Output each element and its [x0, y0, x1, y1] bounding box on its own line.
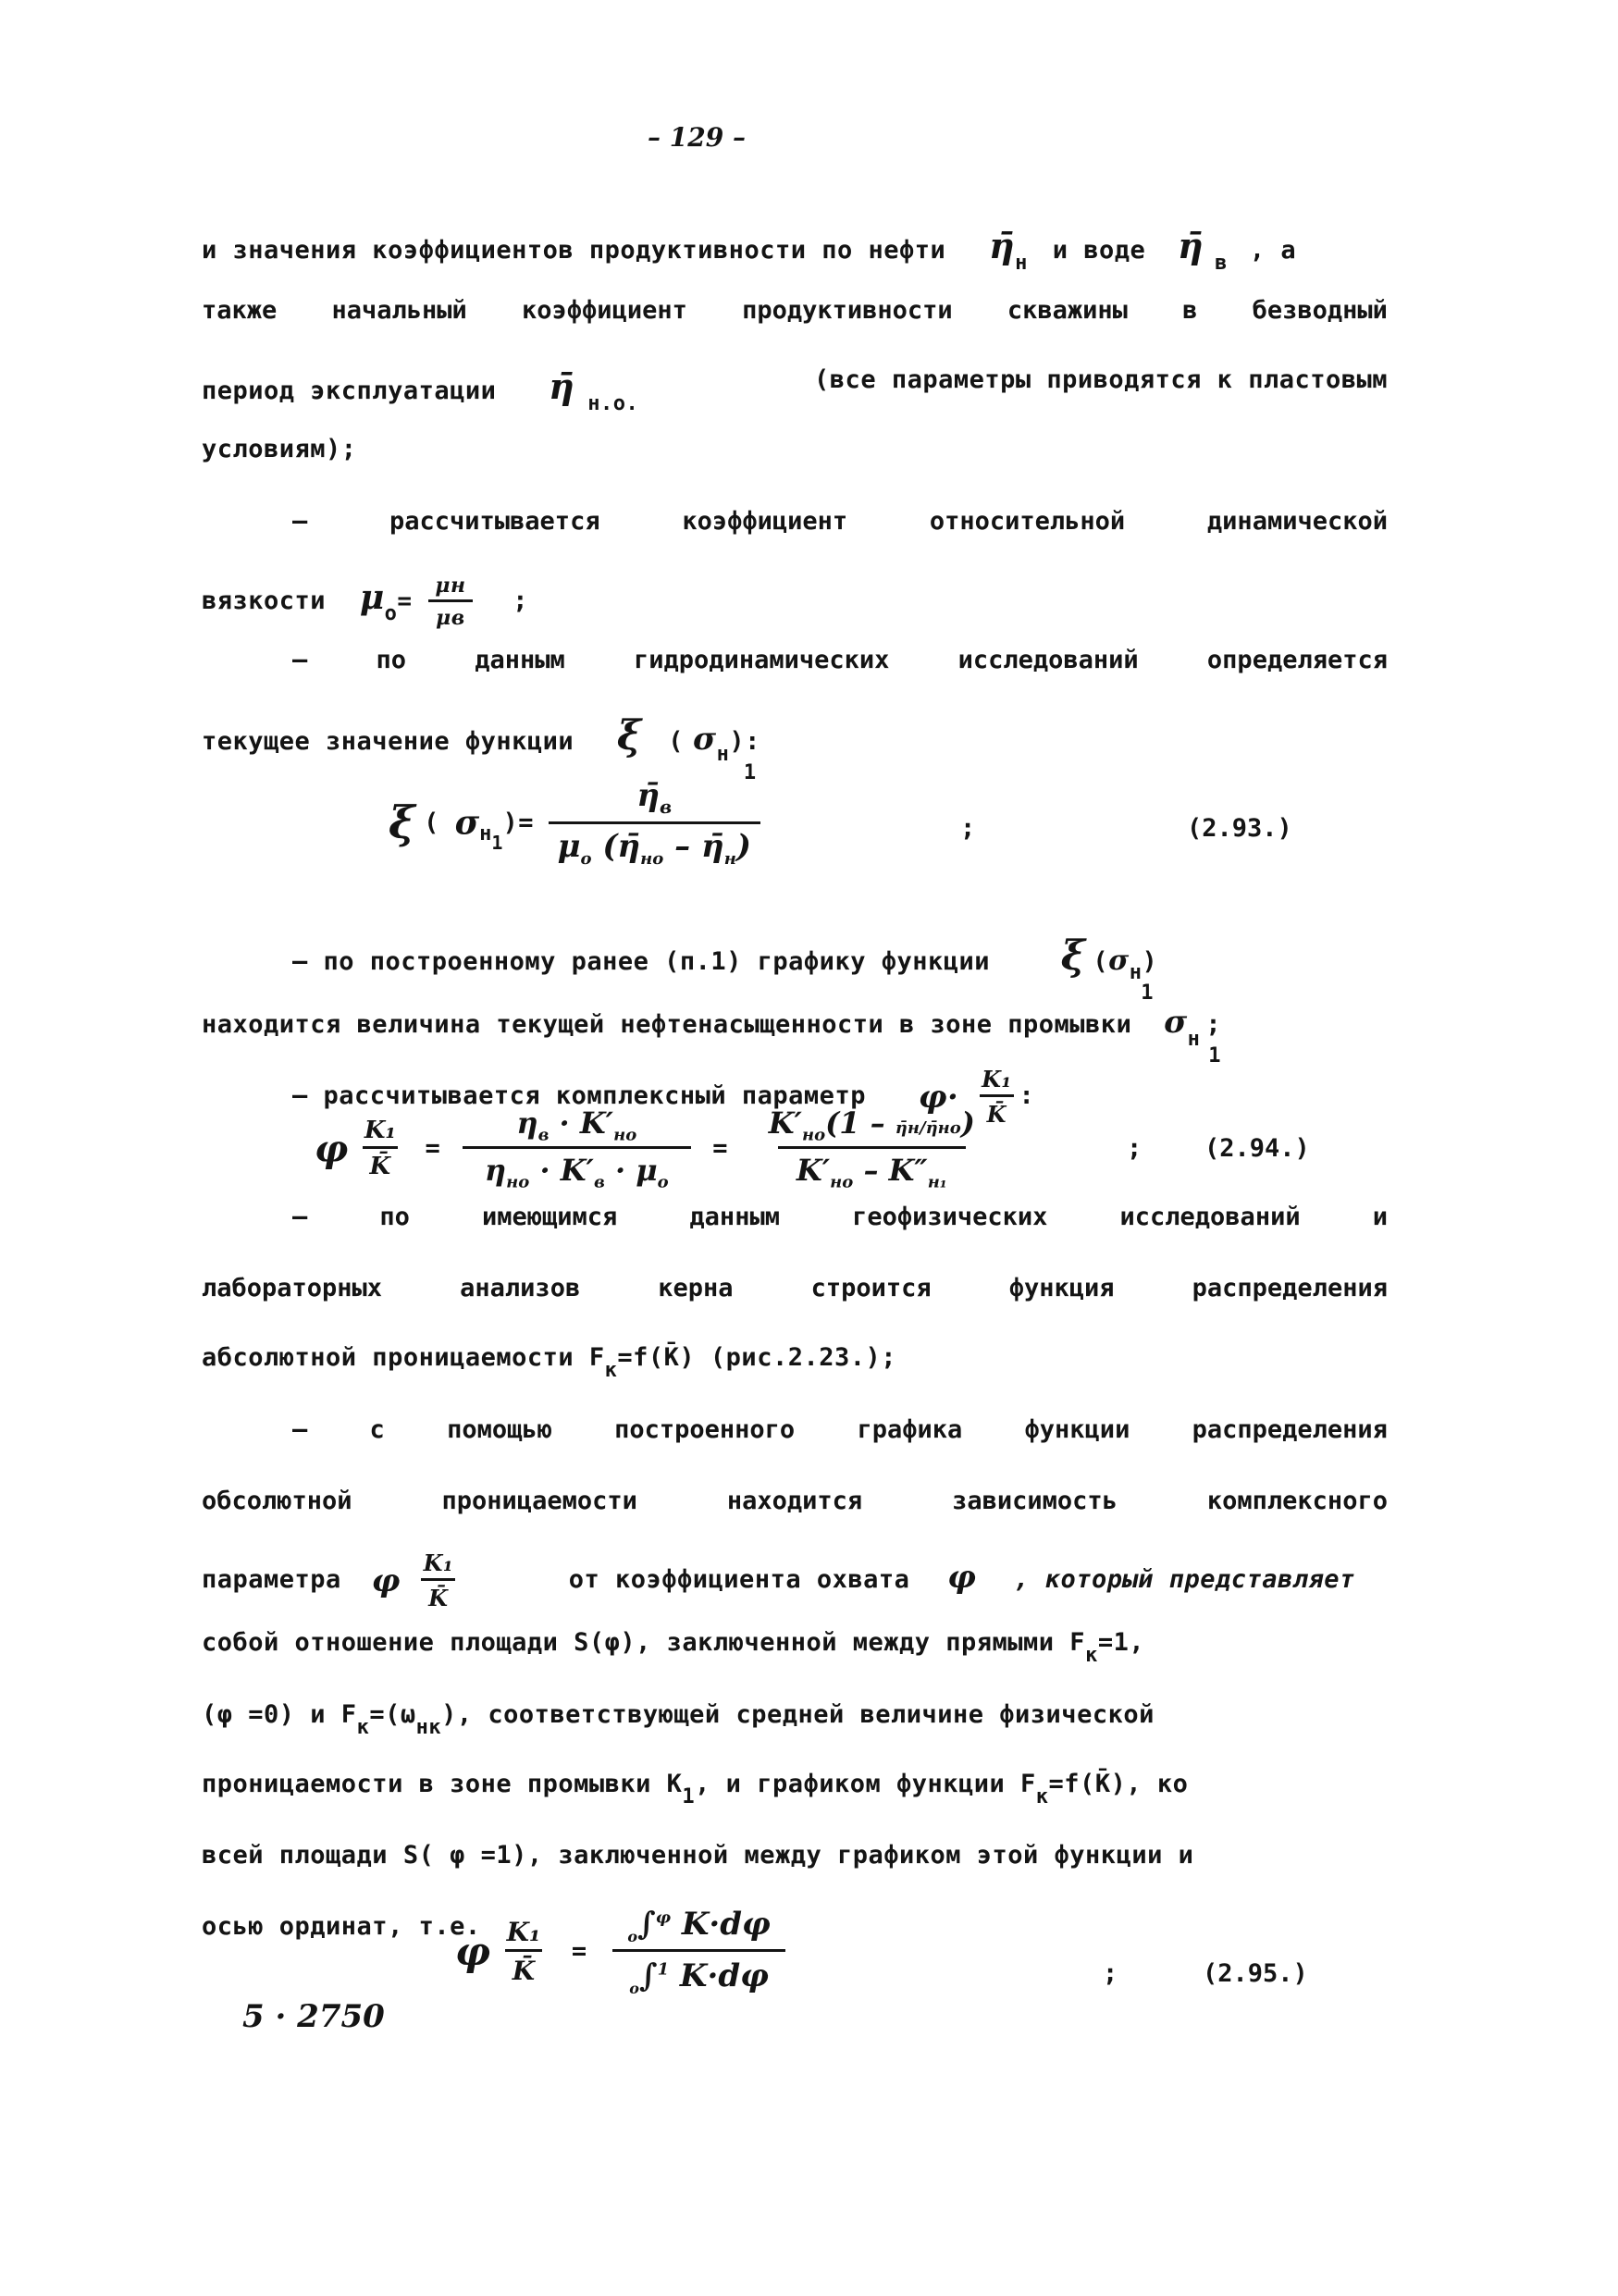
- text-line: вязкости $\mu_о=$ $\frac{\mu н}{\mu в}$ ;: [202, 574, 529, 630]
- equation-2-95: φ $\frac{\text{K₁}}{K̄}$ = $\frac{_о\int^\varphi K\cdot d\varphi}{_о\int^1 K\cdot d\varphi}$: [455, 1906, 787, 1997]
- text-line: также начальный коэффициент продуктивности скважины в безводный: [202, 296, 1388, 325]
- text-line: лабораторных анализов керна строится функция распределения: [202, 1274, 1388, 1302]
- eta-n-symbol: η̄: [989, 225, 1016, 266]
- eta-v-symbol: η̄: [1178, 225, 1204, 266]
- equation-2-94: φ $\frac{\text{K₁}}{K̄}$ = $\frac{\eta_в \cdot K'_{но}}{\eta_{но} \cdot K'_в \cdot \mu_о}$ = $\frac{K'_{но}(1 - \etāн/\etāно)}{K'_{но} - K''_{н_1}}$: [315, 1105, 975, 1192]
- text-line: собой отношение площади S(φ), заключенной между прямыми $F_к=1$,: [202, 1628, 1145, 1667]
- equation-label-2-94: (2.94.): [1204, 1134, 1310, 1163]
- text-line: период эксплуатации η̄ $_{н.о.}$ (все параметры приводятся к пластовым: [202, 365, 1388, 415]
- text-line: – по построенному ранее (п.1) графику функции ξ $(\sigma_н)_1$: [292, 932, 1158, 1005]
- equation-2-93: ξ ( σн1)= $\frac{\etā_в}{\mu_о (\etā_{но} - \etā_н)}$: [389, 777, 760, 869]
- text-line: всей площади S( φ =1), заключенной между графиком этой функции и: [202, 1841, 1194, 1870]
- text-line: – рассчитывается комплексный параметр φ· $\frac{\text{K₁}}{K̄}$ :: [292, 1066, 1035, 1128]
- equation-label-2-93: (2.93.): [1187, 814, 1292, 843]
- text-line: – рассчитывается коэффициент относительной динамической: [292, 507, 1388, 536]
- text-line: осью ординат, т.е.: [202, 1912, 481, 1941]
- text-line: параметра φ $\frac{\text{K₁}}{K̄}$ от коэффициента охвата φ , который представляет: [202, 1549, 1355, 1611]
- stamp-number: 5 · 2750: [242, 1998, 385, 2035]
- text-line: – с помощью построенного графика функции распределения: [292, 1415, 1388, 1444]
- equation-semicolon: ;: [1127, 1134, 1142, 1163]
- page-number: – 129 –: [648, 122, 746, 153]
- equation-label-2-95: (2.95.): [1203, 1959, 1308, 1988]
- text-line: и значения коэффициентов продуктивности по нефти $\etā_н$ и воде η̄ $_в$ , а: [202, 225, 1297, 275]
- text-line: текущее значение функции ξ ( $\sigma_н):_1$: [202, 712, 760, 784]
- text-line: – по имеющимся данным геофизических исследований и: [292, 1203, 1388, 1231]
- text-line: находится величина текущей нефтенасыщенности в зоне промывки $\sigma_н;_1$: [202, 1004, 1222, 1068]
- text-line: – по данным гидродинамических исследований определяется: [292, 646, 1388, 674]
- text-line: (φ =0) и $F_к=(\omega_{нк})$, соответствующей средней величине физической: [202, 1700, 1155, 1739]
- equation-semicolon: ;: [1103, 1959, 1118, 1988]
- equation-semicolon: ;: [960, 814, 976, 843]
- text-line: абсолютной проницаемости $F_к=f(K̄)$ (рис.2.23.);: [202, 1343, 896, 1382]
- mu-o-formula: μ: [359, 578, 385, 617]
- text-line: проницаемости в зоне промывки $K_1$, и графиком функции $F_к=f(K̄)$, ко: [202, 1770, 1189, 1808]
- text-line: обсолютной проницаемости находится зависимость комплексного: [202, 1487, 1388, 1515]
- eta-no-symbol: η̄: [549, 365, 575, 407]
- text-line: условиям);: [202, 435, 357, 463]
- xi-function: ξ: [616, 712, 642, 759]
